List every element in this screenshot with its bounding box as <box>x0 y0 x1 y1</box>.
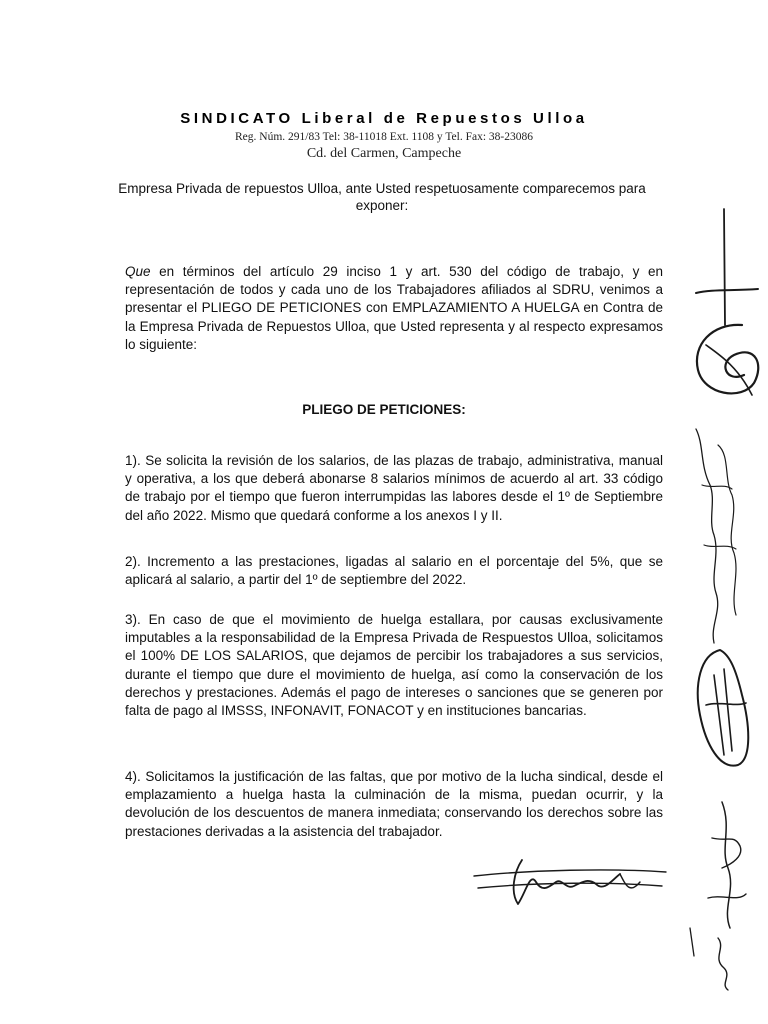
city-line: Cd. del Carmen, Campeche <box>306 146 462 161</box>
margin-signature-1 <box>682 205 768 405</box>
petition-item-4: 4). Solicitamos la justificación de las faltas, que por motivo de la lucha sindical, desde el emplazamiento a huelga hasta la culminación de la misma, puedan ocurrir, y la devolución de los descuentos de manera inmediata; conservando los derechos sobre las prestaciones derivadas a la asistencia del trabajador. <box>125 769 663 839</box>
petition-item-1: 1). Se solicita la revisión de los salarios, de las plazas de trabajo, administrativa, manual y operativa, a los que deberá abonarse 8 salarios mínimos de acuerdo al art. 33 código de trabajo por el tiempo que fueron interrumpidas las labores desde el 1º de Septiembre del año 2022. Mismo que quedará conforme a los anexos I y II. <box>125 453 663 523</box>
petitions-title: PLIEGO DE PETICIONES: <box>302 402 466 417</box>
bottom-signature <box>470 852 670 912</box>
opening-text: en términos del artículo 29 inciso 1 y art. 530 del código de trabajo, y en representación de todos y cada uno de los Trabajadores afiliados al SDRU, venimos a presentar el PLIEGO DE PETICIONES con EMPLAZAMIENTO A HUELGA en Contra de la Empresa Privada de Repuestos Ulloa, que Usted representa y al respecto expresamos lo siguiente: <box>125 264 663 352</box>
intro-paragraph: Empresa Privada de repuestos Ulloa, ante Usted respetuosamente comparecemos para exponer: <box>118 181 646 213</box>
union-title: SINDICATO Liberal de Repuestos Ulloa <box>180 110 588 127</box>
opening-lead-word: Que <box>125 264 151 279</box>
margin-signature-2 <box>680 425 766 785</box>
petition-item-3: 3). En caso de que el movimiento de huelga estallara, por causas exclusivamente imputables a la responsabilidad de la Empresa Privada de Respuestos Ulloa, solicitamos el 100% DE LOS SALARIOS, que dejamos de percibir los trabajadores a sus servicios, durante el tiempo que dure el movimiento de huelga, así como la conservación de los derechos y prestaciones. Además el pago de intereses o sanciones que se generen por falta de pago al IMSSS, INFONAVIT, FONACOT y en instituciones bancarias. <box>125 612 663 719</box>
registration-line: Reg. Núm. 291/83 Tel: 38-11018 Ext. 1108 y Tel. Fax: 38-23086 <box>234 131 533 143</box>
margin-signature-3 <box>682 798 768 998</box>
petition-item-2: 2). Incremento a las prestaciones, ligadas al salario en el porcentaje del 5%, que se aplicará al salario, a partir del 1º de septiembre del 2022. <box>125 554 663 588</box>
opening-paragraph <box>125 263 663 354</box>
